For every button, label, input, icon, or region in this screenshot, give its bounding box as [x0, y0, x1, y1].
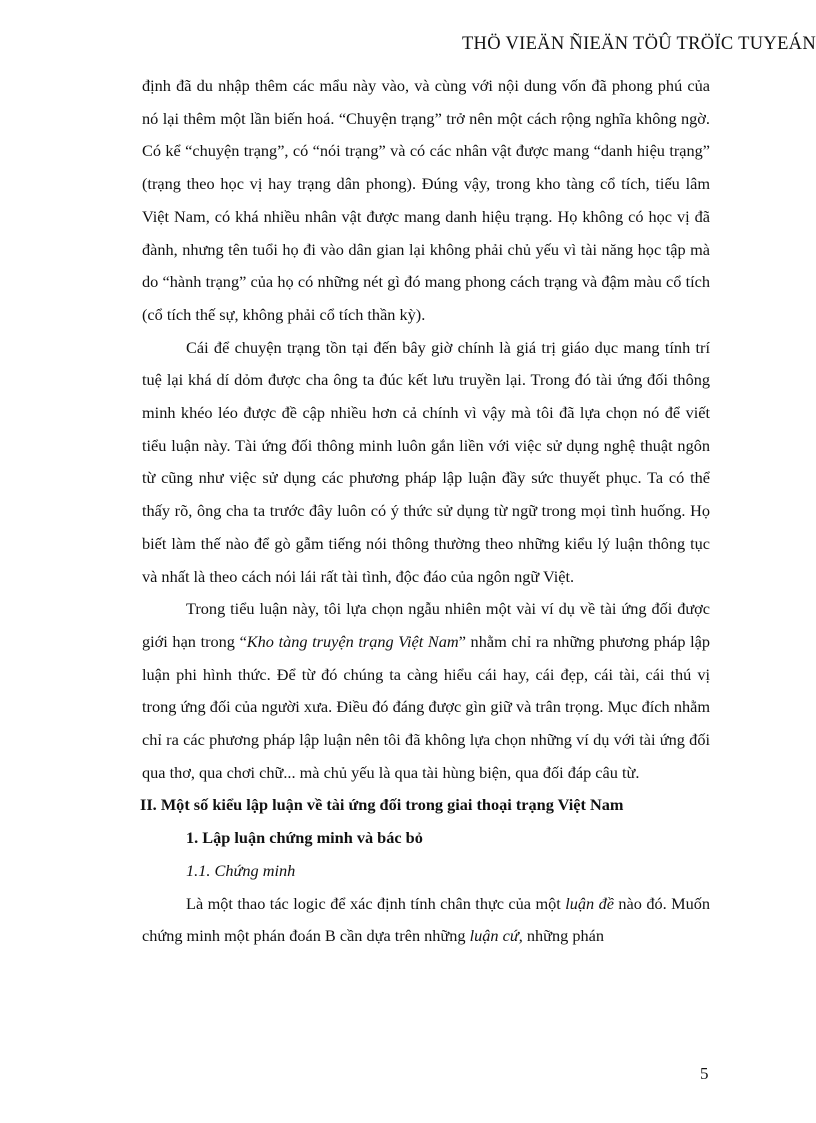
page-number: 5	[700, 1064, 709, 1083]
paragraph-4-text-c: , những phán	[518, 926, 604, 946]
paragraph-1: định đã du nhập thêm các mẩu này vào, và cùng với nội dung vốn đã phong phú của nó lại thêm một lần biến hoá. “Chuyện trạng” trở nên một cách rộng nghĩa không ngờ. Có kể “chuyện trạng”, có “nói trạng” và có các nhân vật được mang “danh hiệu trạng” (trạng theo học vị hay trạng dân phong). Đúng vậy, trong kho tàng cổ tích, tiếu lâm Việt Nam, có khá nhiều nhân vật được mang danh hiệu trạng. Họ không có học vị đã đành, nhưng tên tuổi họ đi vào dân gian lại không phải chủ yếu vì tài năng học tập mà do “hành trạng” của họ có những nét gì đó mang phong cách trạng và đậm màu cổ tích (cổ tích thế sự, không phải cổ tích thần kỳ).	[142, 76, 710, 324]
paragraph-3-text-b: ” nhằm chỉ ra những phương pháp lập luận phi hình thức. Để từ đó chúng ta càng hiểu cái hay, cái đẹp, cái tài, cái thú vị trong ứng đối của người xưa. Điều đó đáng được gìn giữ và trân trọng. Mục đích nhằm chỉ ra các phương pháp lập luận nên tôi đã không lựa chọn những ví dụ với tài ứng đối qua thơ, qua chơi chữ... mà chủ yếu là qua tài hùng biện, qua đối đáp câu từ.	[142, 631, 710, 782]
paragraph-3-italic-title: Kho tàng truyện trạng Việt Nam	[246, 631, 459, 651]
subsection-heading: 1. Lập luận chứng minh và bác bỏ	[186, 828, 423, 848]
paragraph-4-text-b: nào đó. Muốn chứng minh một phán đoán B cần dựa trên những	[142, 893, 711, 946]
paragraph-3	[142, 593, 710, 789]
paragraph-4-italic-b: luận cứ	[469, 926, 519, 946]
subsubsection-heading-text: 1.1. Chứng minh	[186, 860, 296, 880]
paragraph-4-italic-a: luận đề	[565, 893, 614, 913]
section-heading: II. Một số kiểu lập luận về tài ứng đối trong giai thoại trạng Việt Nam	[140, 795, 624, 815]
body-text	[142, 70, 710, 953]
paragraph-4-text-a: Là một thao tác logic để xác định tính chân thực của một	[186, 893, 566, 913]
running-header: THÖ VIEÄN ÑIEÄN TÖÛ TRÖÏC TUYEÁN	[461, 34, 816, 54]
paragraph-2: Cái để chuyện trạng tồn tại đến bây giờ chính là giá trị giáo dục mang tính trí tuệ lại khá dí dỏm được cha ông ta đúc kết lưu truyền lại. Trong đó tài ứng đối thông minh khéo léo được đề cập nhiều hơn cả chính vì vậy mà tôi đã lựa chọn nó để viết tiểu luận này. Tài ứng đối thông minh luôn gắn liền với việc sử dụng nghệ thuật ngôn từ cũng như việc sử dụng các phương pháp lập luận đầy sức thuyết phục. Ta có thể thấy rõ, ông cha ta trước đây luôn có ý thức sử dụng từ ngữ trong mọi tình huống. Họ biết làm thế nào để gò gẫm tiếng nói thông thường theo những kiểu lý luận thông tục và nhất là theo cách nói lái rất tài tình, độc đáo của ngôn ngữ Việt.	[142, 337, 710, 586]
paragraph-4	[142, 888, 710, 953]
subsubsection-heading	[142, 855, 710, 888]
paragraph-3-text-a: Trong tiểu luận này, tôi lựa chọn ngẫu nhiên một vài ví dụ về tài ứng đối được giới hạn trong “	[142, 599, 710, 651]
